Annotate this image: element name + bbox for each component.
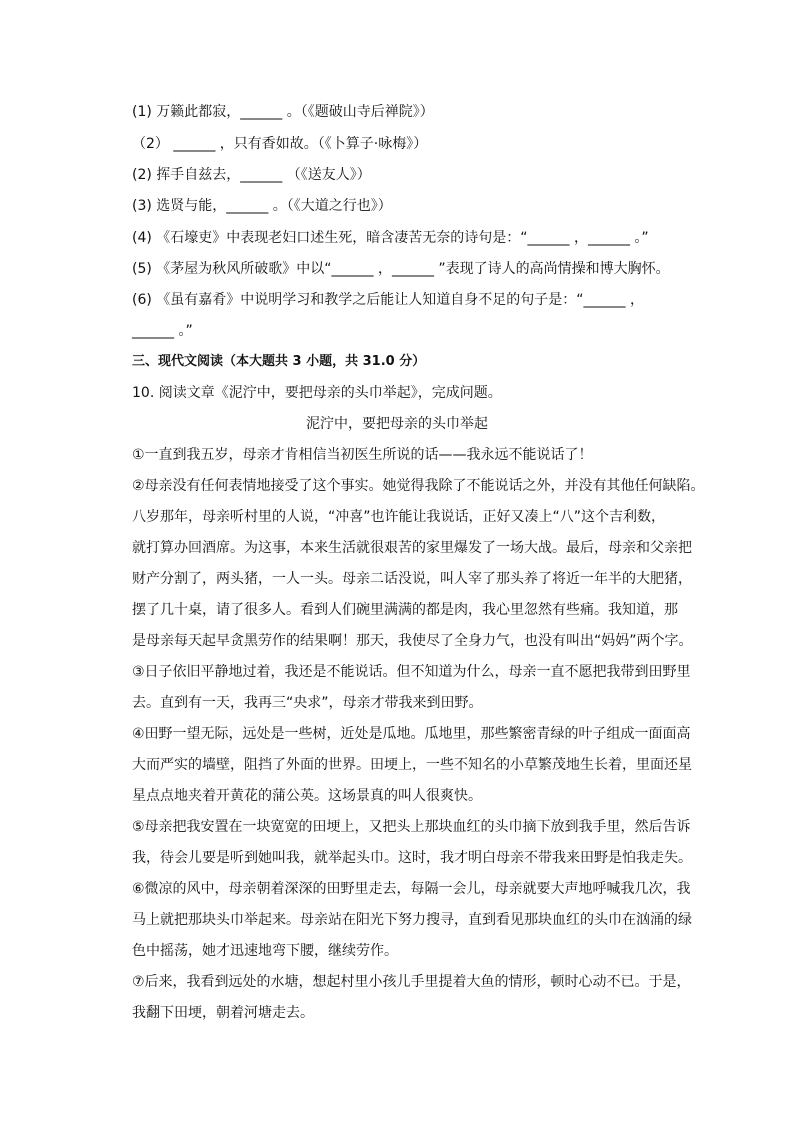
article-line: 去。直到有一天，我再三“央求”，母亲才带我来到田野。 (132, 695, 483, 711)
article-line: 摆了几十桌，请了很多人。看到人们碗里满满的都是肉，我心里忽然有些痛。我知道，那 (132, 602, 678, 618)
article-line: 马上就把那块头巾举起来。母亲站在阳光下努力搜寻，直到看见那块血红的头巾在汹涌的绿 (132, 912, 692, 928)
article-line: 星点点地夹着开黄花的蒲公英。这场景真的叫人很爽快。 (132, 788, 482, 804)
article-line: 是母亲每天起早贪黑劳作的结果啊！那天，我使尽了全身力气，也没有叫出“妈妈”两个字。 (132, 633, 693, 649)
article-line: ①一直到我五岁，母亲才肯相信当初医生所说的话——我永远不能说话了！ (132, 447, 593, 463)
article-line: 大而严实的墙壁，阻挡了外面的世界。田埂上，一些不知名的小草繁茂地生长着，里面还星 (132, 757, 692, 773)
article-line: 色中摇荡，她才迅速地弯下腰，继续劳作。 (132, 943, 398, 959)
fill-in-item: （2） ______ ，只有香如故。（《卜算子·咏梅》） (132, 136, 428, 152)
fill-in-item: (2) 挥手自兹去，______ （《送友人》） (132, 167, 371, 183)
article-title: 泥泞中，要把母亲的头巾举起 (306, 416, 488, 432)
fill-in-item: (1) 万籁此都寂，______ 。（《题破山寺后禅院》） (132, 104, 434, 120)
article-line: ②母亲没有任何表情地接受了这个事实。她觉得我除了不能说话之外，并没有其他任何缺陷。 (132, 478, 705, 494)
fill-in-item: (6) 《虽有嘉肴》中说明学习和教学之后能让人知道自身不足的句子是：“______ ， (132, 292, 644, 308)
article-line: 我翻下田埂，朝着河塘走去。 (132, 1005, 314, 1021)
question-prompt: 10. 阅读文章《泥泞中，要把母亲的头巾举起》，完成问题。 (132, 385, 502, 401)
fill-in-item: (5) 《茅屋为秋风所破歌》中以“______ ，______ ”表现了诗人的高尚情操和博大胸怀。 (132, 261, 670, 277)
article-line: 财产分割了，两头猪，一人一头。母亲二话没说，叫人宰了那头养了将近一年半的大肥猪， (132, 571, 692, 587)
article-line: ⑦后来，我看到远处的水塘，想起村里小孩儿手里提着大鱼的情形，顿时心动不已。于是， (132, 974, 691, 990)
article-line: ⑤母亲把我安置在一块宽宽的田埂上，又把头上那块血红的头巾摘下放到我手里，然后告诉 (132, 819, 691, 835)
article-line: 我，待会儿要是听到她叫我，就举起头巾。这时，我才明白母亲不带我来田野是怕我走失。 (132, 850, 692, 866)
section-heading: 三、现代文阅读（本大题共 3 小题，共 31.0 分） (132, 354, 426, 369)
fill-in-item: (4) 《石壕吏》中表现老妇口述生死，暗含凄苦无奈的诗句是：“______ ，______ 。” (132, 230, 649, 246)
article-line: ④田野一望无际，远处是一些树，近处是瓜地。瓜地里，那些繁密青绿的叶子组成一面面高 (132, 726, 691, 742)
article-line: ③日子依旧平静地过着，我还是不能说话。但不知道为什么，母亲一直不愿把我带到田野里 (132, 664, 691, 680)
article-line: ⑥微凉的风中，母亲朝着深深的田野里走去，每隔一会儿，母亲就要大声地呼喊我几次，我 (132, 881, 691, 897)
article-line: 八岁那年，母亲听村里的人说，“冲喜”也许能让我说话，正好又凑上“八”这个吉利数， (132, 509, 666, 525)
article-line: 就打算办回酒席。为这事，本来生活就很艰苦的家里爆发了一场大战。最后，母亲和父亲把 (132, 540, 692, 556)
fill-in-item: ______ 。” (132, 323, 193, 339)
fill-in-item: (3) 选贤与能，______ 。（《大道之行也》） (132, 198, 392, 214)
